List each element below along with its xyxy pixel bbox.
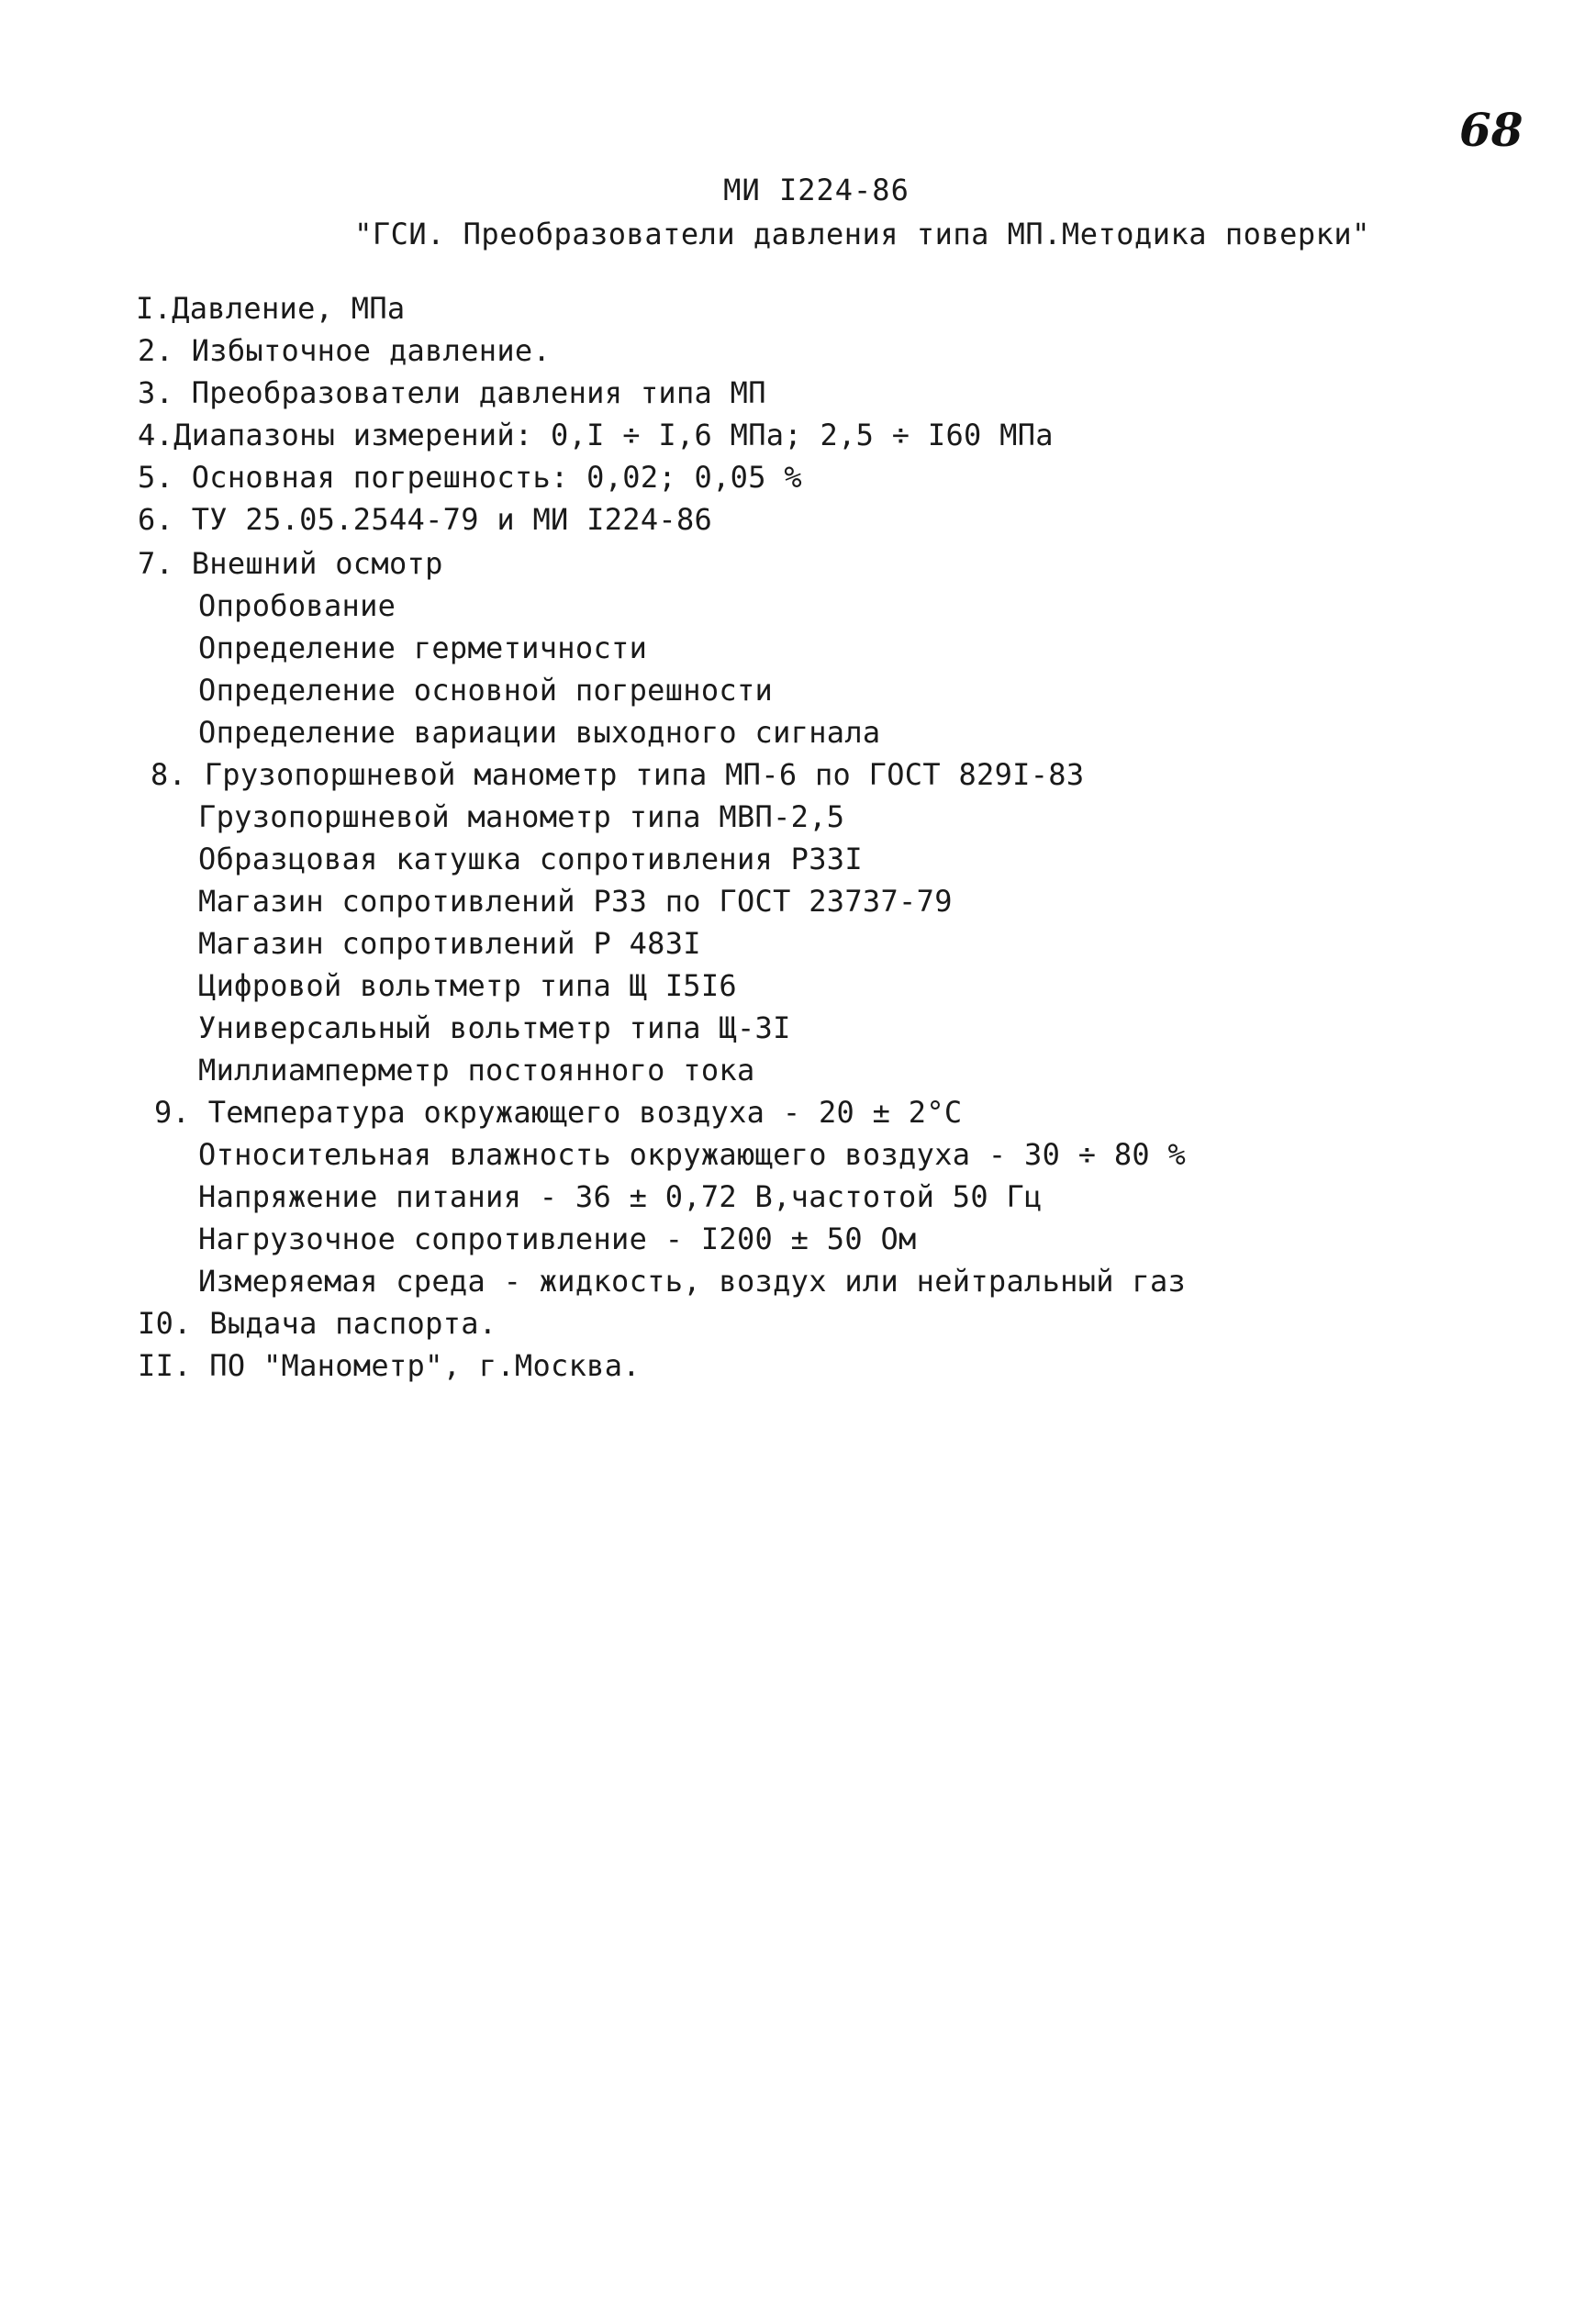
list-item xyxy=(138,330,551,371)
page-number: 68 xyxy=(1459,103,1523,157)
item-text: Внешний осмотр xyxy=(191,546,443,581)
list-item xyxy=(198,797,844,837)
list-item xyxy=(198,923,701,964)
item-text: Давление, МПа xyxy=(172,291,406,326)
list-item xyxy=(138,543,443,584)
item-text: Магазин сопротивлений Р 483I xyxy=(198,926,701,961)
item-number: I. xyxy=(136,291,173,326)
item-text: Цифровой вольтметр типа Щ I5I6 xyxy=(198,968,737,1003)
list-item xyxy=(198,1177,1043,1217)
list-item xyxy=(136,288,406,329)
item-text: Нагрузочное сопротивление - I200 ± 50 Ом xyxy=(198,1222,917,1256)
item-text: Определение основной погрешности xyxy=(198,673,774,708)
list-item xyxy=(138,373,766,413)
item-text: Образцовая катушка сопротивления Р33I xyxy=(198,842,863,876)
item-text: Грузопоршневой манометр типа МВП-2,5 xyxy=(198,799,845,834)
item-text: Диапазоны измерений: 0,I ÷ I,6 МПа; 2,5 ÷ I60 МПа xyxy=(173,418,1054,452)
list-item xyxy=(198,839,863,879)
item-text: Грузопоршневой манометр типа МП-6 по ГОСТ 829I-83 xyxy=(204,757,1085,792)
list-item xyxy=(198,586,396,626)
item-number: 9. xyxy=(154,1095,191,1130)
list-item xyxy=(198,965,737,1006)
list-item xyxy=(138,415,1054,455)
list-item xyxy=(198,1261,1186,1301)
item-text: Опробование xyxy=(198,588,396,623)
item-text: Относительная влажность окружающего воздуха - 30 ÷ 80 % xyxy=(198,1137,1187,1172)
item-text: Измеряемая среда - жидкость, воздух или нейтральный газ xyxy=(198,1264,1187,1299)
item-number: 3. xyxy=(138,375,174,410)
item-number: 6. xyxy=(138,502,174,537)
list-item xyxy=(154,1092,962,1132)
item-text: Избыточное давление. xyxy=(191,333,552,368)
list-item xyxy=(138,1303,497,1344)
item-number: 7. xyxy=(138,546,174,581)
item-number: 2. xyxy=(138,333,174,368)
item-number: 8. xyxy=(151,757,187,792)
list-item xyxy=(198,670,773,710)
list-item xyxy=(198,712,881,753)
list-item xyxy=(151,754,1084,795)
list-item xyxy=(198,1134,1186,1175)
item-text: Температура окружающего воздуха - 20 ± 2°С xyxy=(207,1095,963,1130)
item-number: 5. xyxy=(138,460,174,495)
item-text: Напряжение питания - 36 ± 0,72 В,частотой 50 Гц xyxy=(198,1179,1043,1214)
list-item xyxy=(138,1345,641,1386)
item-text: ТУ 25.05.2544-79 и МИ I224-86 xyxy=(191,502,713,537)
document-title: "ГСИ. Преобразователи давления типа МП.Методика поверки" xyxy=(354,217,1370,251)
item-text: Основная погрешность: 0,02; 0,05 % xyxy=(191,460,802,495)
item-text: Преобразователи давления типа МП xyxy=(191,375,766,410)
document-code: МИ I224-86 xyxy=(723,173,910,207)
item-text: Определение герметичности xyxy=(198,630,648,665)
item-text: Универсальный вольтметр типа Щ-3I xyxy=(198,1010,791,1045)
item-number: I0. xyxy=(138,1306,192,1341)
item-text: Выдача паспорта. xyxy=(209,1306,497,1341)
list-item xyxy=(138,457,802,497)
item-text: ПО "Манометр", г.Москва. xyxy=(209,1348,641,1383)
list-item xyxy=(138,499,712,540)
list-item xyxy=(198,1008,791,1048)
list-item xyxy=(198,881,953,921)
item-text: Миллиамперметр постоянного тока xyxy=(198,1053,755,1088)
list-item xyxy=(198,628,647,668)
list-item xyxy=(198,1219,917,1259)
item-text: Определение вариации выходного сигнала xyxy=(198,715,881,750)
item-text: Магазин сопротивлений Р33 по ГОСТ 23737-79 xyxy=(198,884,953,919)
list-item xyxy=(198,1050,755,1090)
item-number: II. xyxy=(138,1348,192,1383)
item-number: 4. xyxy=(138,418,174,452)
